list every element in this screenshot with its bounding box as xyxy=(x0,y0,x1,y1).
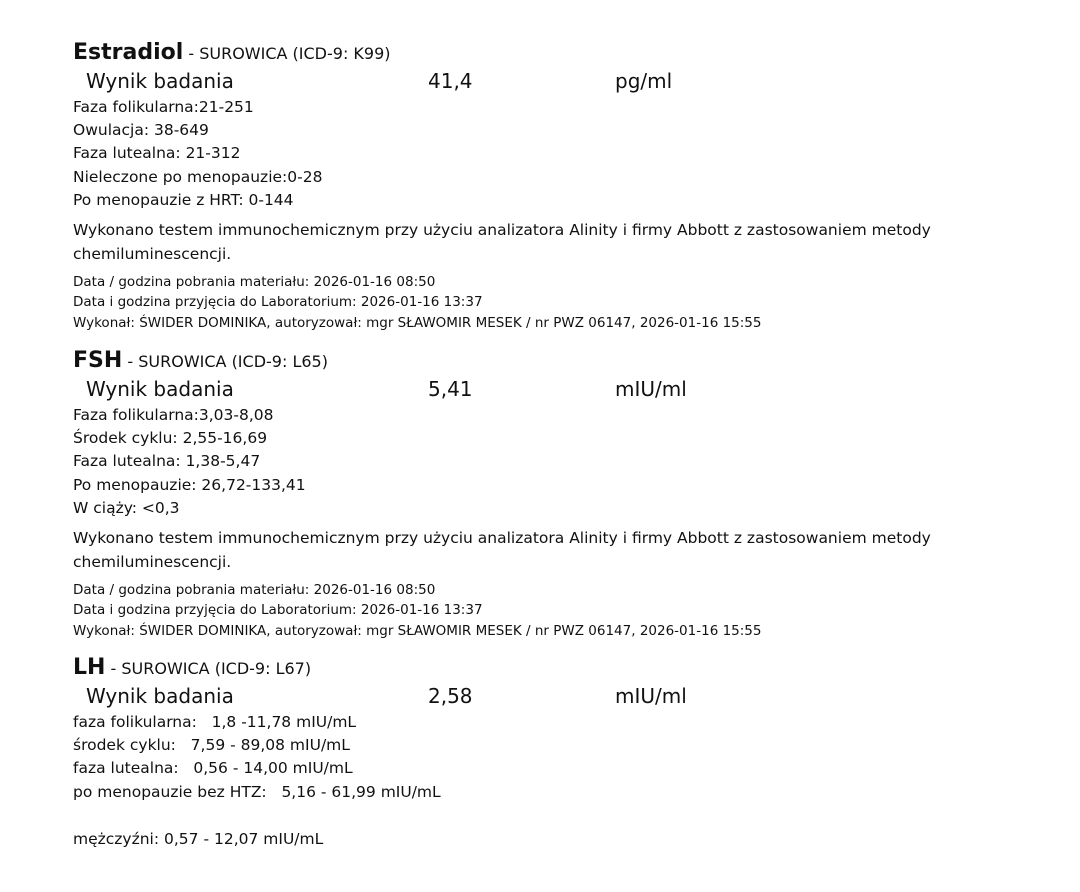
reference-range: Faza lutealna: 1,38-5,47 xyxy=(73,452,261,471)
reference-range: Faza folikularna:3,03-8,08 xyxy=(73,406,274,424)
reference-range: po menopauzie bez HTZ: 5,16 - 61,99 mIU/mL xyxy=(73,782,441,801)
result-row xyxy=(73,66,973,96)
reference-range: Środek cyklu: 2,55-16,69 xyxy=(73,429,268,448)
test-lh xyxy=(73,655,973,851)
test-specimen: - SUROWICA (ICD-9: L67) xyxy=(105,659,312,678)
result-value: 41,4 xyxy=(428,69,473,93)
received-datetime: Data i godzina przyjęcia do Laboratorium: 2026-01-16 13:37 xyxy=(73,294,483,311)
collection-datetime: Data / godzina pobrania materiału: 2026-01-16 08:50 xyxy=(73,273,436,290)
male-reference-range: mężczyźni: 0,57 - 12,07 mIU/mL xyxy=(73,829,324,848)
result-row xyxy=(73,681,973,711)
method-note: Wykonano testem immunochemicznym przy użyciu analizatora Alinity i firmy Abbott z zastosowaniem metody chemiluminescencji. xyxy=(73,220,931,263)
test-name: FSH xyxy=(73,348,123,373)
result-unit: pg/ml xyxy=(615,69,673,93)
reference-ranges xyxy=(73,96,973,212)
test-title xyxy=(73,40,973,66)
reference-range: Po menopauzie z HRT: 0-144 xyxy=(73,190,294,209)
result-value: 5,41 xyxy=(428,377,473,401)
reference-range: Nieleczone po menopauzie:0-28 xyxy=(73,167,323,186)
reference-range: W ciąży: <0,3 xyxy=(73,498,180,517)
result-value: 2,58 xyxy=(428,684,473,708)
result-label: Wynik badania xyxy=(86,684,234,708)
test-title xyxy=(73,655,973,681)
performed-by: Wykonał: ŚWIDER DOMINIKA, autoryzował: mgr SŁAWOMIR MESEK / nr PWZ 06147, 2026-01-16 15:55 xyxy=(73,314,762,331)
result-unit: mIU/ml xyxy=(615,377,687,401)
test-estradiol xyxy=(73,40,973,333)
reference-range: środek cyklu: 7,59 - 89,08 mIU/mL xyxy=(73,736,350,755)
reference-ranges xyxy=(73,711,973,851)
result-row xyxy=(73,374,973,404)
received-datetime: Data i godzina przyjęcia do Laboratorium: 2026-01-16 13:37 xyxy=(73,602,483,619)
sample-metadata xyxy=(73,580,973,641)
reference-range: Po menopauzie: 26,72-133,41 xyxy=(73,475,306,494)
test-specimen: - SUROWICA (ICD-9: K99) xyxy=(183,44,391,63)
test-name: Estradiol xyxy=(73,40,184,65)
result-label: Wynik badania xyxy=(86,69,234,93)
reference-range: faza lutealna: 0,56 - 14,00 mIU/mL xyxy=(73,759,353,778)
result-unit: mIU/ml xyxy=(615,684,687,708)
collection-datetime: Data / godzina pobrania materiału: 2026-01-16 08:50 xyxy=(73,581,436,598)
test-specimen: - SUROWICA (ICD-9: L65) xyxy=(122,352,328,371)
test-fsh xyxy=(73,348,973,641)
sample-metadata xyxy=(73,272,973,333)
reference-range: faza folikularna: 1,8 -11,78 mIU/mL xyxy=(73,713,357,731)
performed-by: Wykonał: ŚWIDER DOMINIKA, autoryzował: mgr SŁAWOMIR MESEK / nr PWZ 06147, 2026-01-16 15:55 xyxy=(73,622,762,639)
spacer xyxy=(73,804,973,828)
result-label: Wynik badania xyxy=(86,377,234,401)
test-name: LH xyxy=(73,655,106,680)
reference-range: Faza lutealna: 21-312 xyxy=(73,144,241,163)
method-note: Wykonano testem immunochemicznym przy użyciu analizatora Alinity i firmy Abbott z zastosowaniem metody chemiluminescencji. xyxy=(73,528,931,571)
test-title xyxy=(73,348,973,374)
reference-ranges xyxy=(73,404,973,520)
reference-range: Owulacja: 38-649 xyxy=(73,121,209,140)
reference-range: Faza folikularna:21-251 xyxy=(73,98,254,116)
